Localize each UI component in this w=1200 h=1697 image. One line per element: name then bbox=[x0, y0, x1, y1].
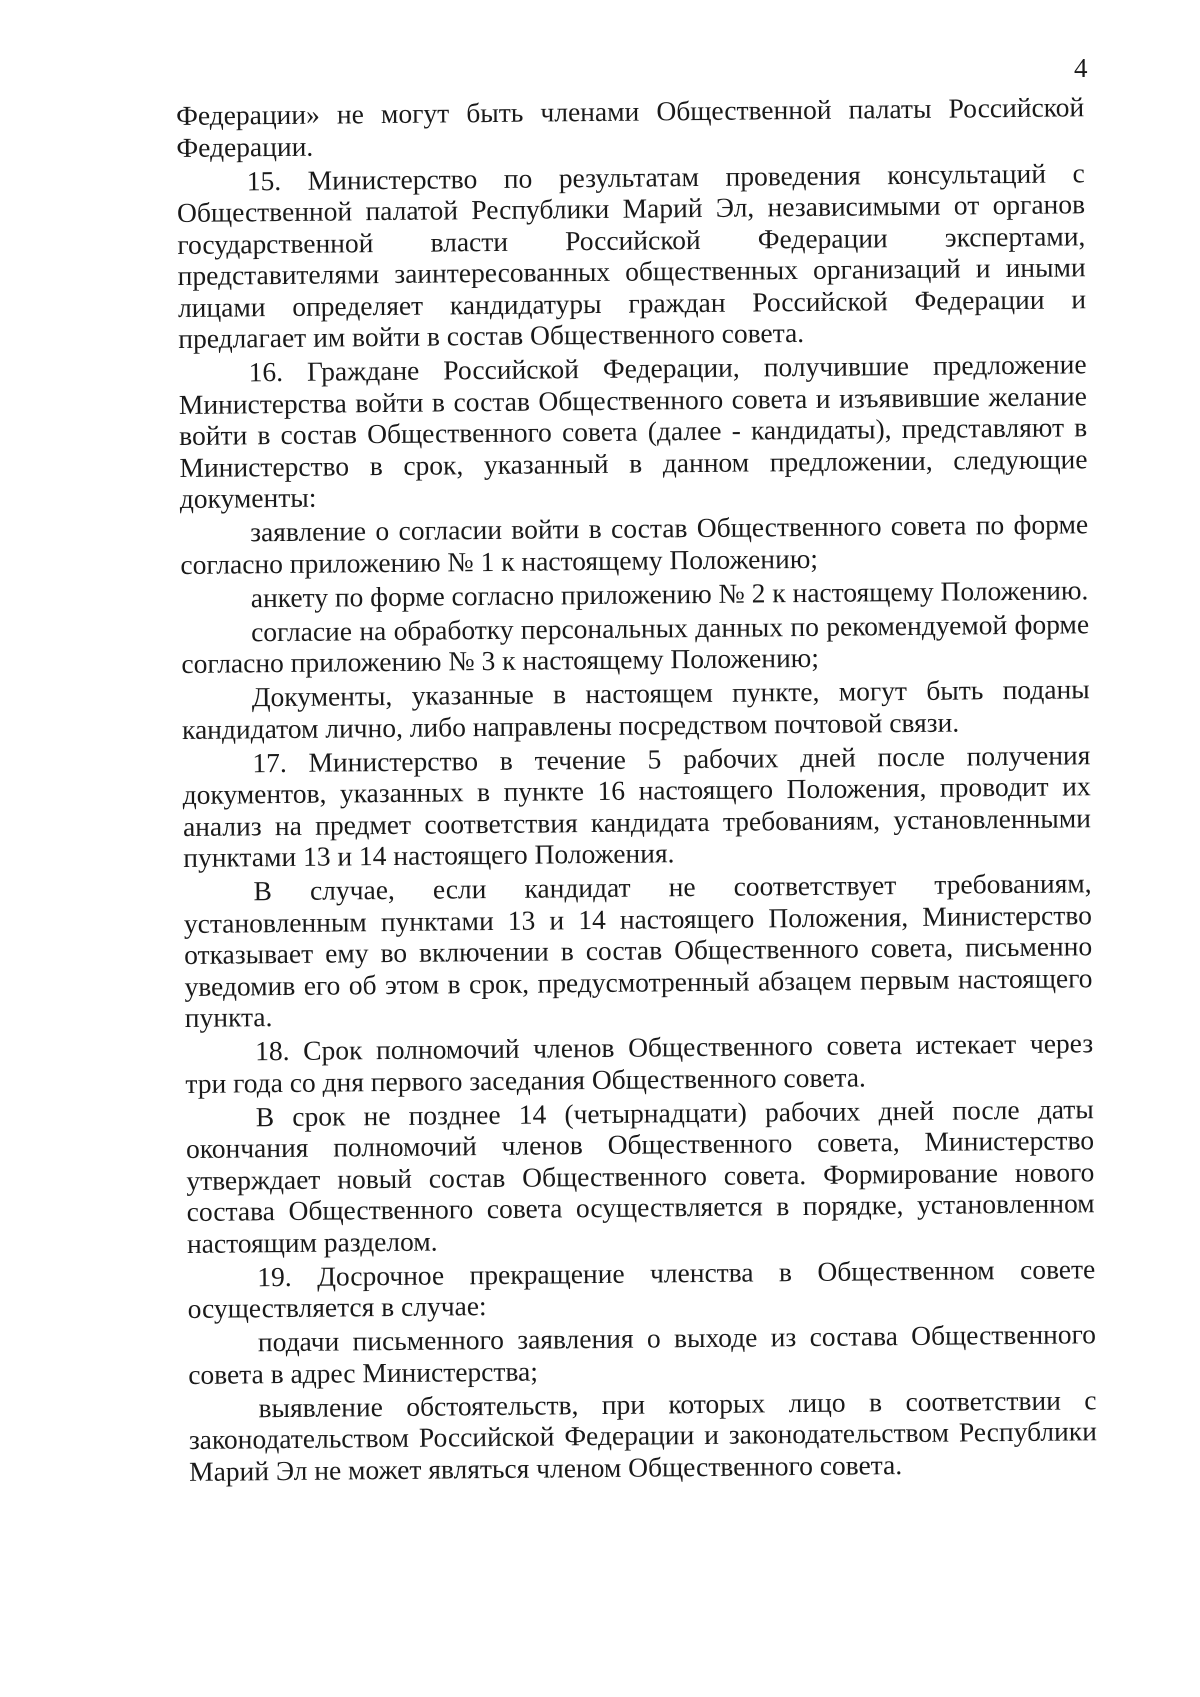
paragraph-item-16-doc-2: анкету по форме согласно приложению № 2 к настоящему Положению. bbox=[250, 573, 1089, 613]
paragraph-item-16-doc-1: заявление о согласии войти в состав Общественного совета по форме согласно приложению № 1 к настоящему Положению; bbox=[180, 508, 1089, 580]
paragraph-item-15: 15. Министерство по результатам проведения консультаций с Общественной палатой Республики Марий Эл, независимыми от органов государственной власти Российской Федерации экспертами, представителями заинтересованных общественных организаций и иными лицами определяет кандидатуры граждан Российской Федерации и предлагает им войти в состав Общественного совета. bbox=[176, 156, 1087, 354]
paragraph-item-17: 17. Министерство в течение 5 рабочих дней после получения документов, указанных в пункте 16 настоящего Положения, проводит их анализ на предмет соответствия кандидата требованиям, установленными пунктами 13 и 14 настоящего Положения. bbox=[182, 738, 1092, 873]
paragraph-item-19-case-2: выявление обстоятельств, при которых лицо в соответствии с законодательством Российской Федерации и законодательством Республики Марий Эл не может являться членом Общественного совета. bbox=[188, 1383, 1097, 1487]
paragraph-item-18: 18. Срок полномочий членов Общественного совета истекает через три года со дня первого заседания Общественного совета. bbox=[185, 1027, 1094, 1099]
paragraph-item-19: 19. Досрочное прекращение членства в Общественном совете осуществляется в случае: bbox=[187, 1252, 1096, 1324]
paragraph-item-18-renewal: В срок не позднее 14 (четырнадцати) рабочих дней после даты окончания полномочий членов Общественного совета, Министерство утверждает новый состав Общественного совета. Формирование нового состава Общественного совета осуществляется в порядке, установленном настоящим разделом. bbox=[185, 1092, 1095, 1259]
document-body bbox=[176, 91, 1097, 1489]
paragraph-item-17-refusal: В случае, если кандидат не соответствует требованиям, установленным пунктами 13 и 14 настоящего Положения, Министерство отказывает ему во включении в состав Общественного совета, письменно уведомив его об этом в срок, предусмотренный абзацем первым настоящего пункта. bbox=[183, 867, 1093, 1033]
paragraph-continuation: Федерации» не могут быть членами Общественной палаты Российской Федерации. bbox=[176, 91, 1085, 163]
paragraph-item-19-case-1: подачи письменного заявления о выходе из состава Общественного совета в адрес Министерства; bbox=[188, 1318, 1097, 1390]
paragraph-item-16-doc-3: согласие на обработку персональных данных по рекомендуемой форме согласно приложению № 3 к настоящему Положению; bbox=[181, 607, 1090, 679]
paragraph-item-16-submission: Документы, указанные в настоящем пункте, могут быть поданы кандидатом лично, либо направлены посредством почтовой связи. bbox=[181, 673, 1090, 745]
paragraph-item-16: 16. Граждане Российской Федерации, получившие предложение Министерства войти в состав Общественного совета и изъявившие желание войти в состав Общественного совета (далее - кандидаты), представляют в Министерство в срок, указанный в данном предложении, следующие документы: bbox=[178, 348, 1088, 514]
page-number: 4 bbox=[1074, 53, 1088, 83]
